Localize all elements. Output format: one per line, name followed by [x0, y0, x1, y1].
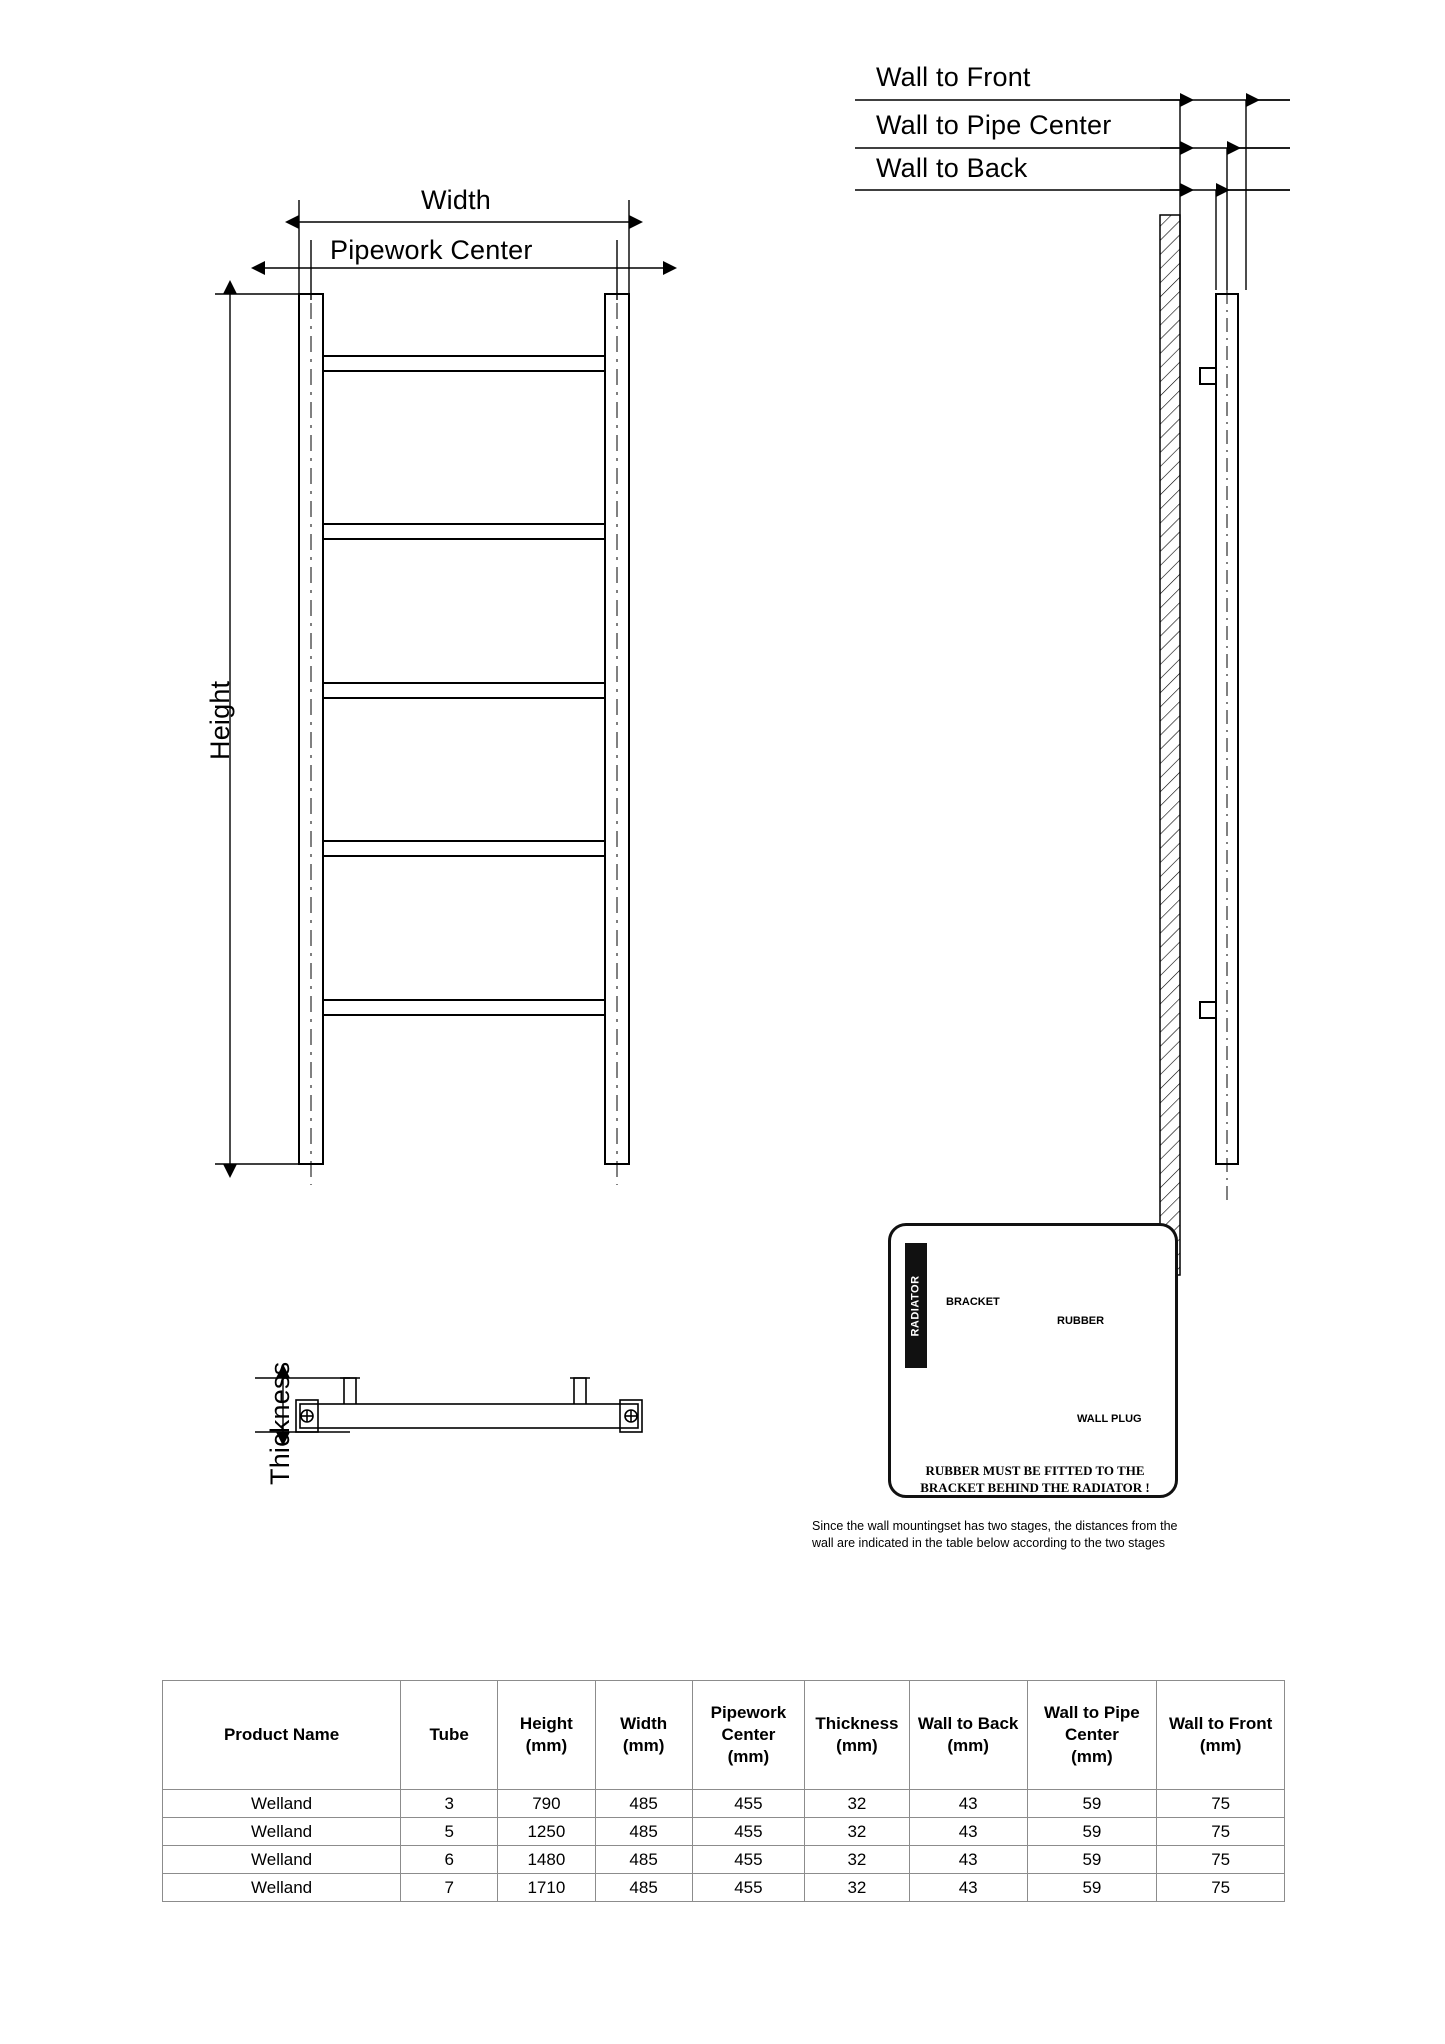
cell-wall-to-front: 75	[1157, 1790, 1285, 1818]
cell-width: 485	[595, 1790, 692, 1818]
cell-width: 485	[595, 1818, 692, 1846]
cell-tube: 6	[401, 1846, 498, 1874]
width-label: Width	[421, 185, 492, 215]
header-width-sub: (mm)	[622, 1736, 665, 1755]
header-product-name-main: Product Name	[223, 1725, 340, 1745]
cell-wall-to-pipe-center: 59	[1027, 1818, 1157, 1846]
table-row	[163, 1818, 1285, 1846]
table-header-row	[163, 1681, 1285, 1790]
cell-wall-to-back: 43	[909, 1790, 1027, 1818]
cell-height: 1250	[498, 1818, 595, 1846]
cell-wall-to-front: 75	[1157, 1846, 1285, 1874]
table-row	[163, 1790, 1285, 1818]
cell-wall-to-pipe-center: 59	[1027, 1846, 1157, 1874]
mounting-caption	[812, 1518, 1212, 1552]
header-wall-to-pipe-center-sub: (mm)	[1071, 1746, 1113, 1766]
cell-thickness: 32	[805, 1874, 910, 1902]
table-header	[163, 1681, 1285, 1790]
specification-table-wrapper	[162, 1680, 1285, 1902]
header-wall-to-back-main: Wall to Back	[917, 1714, 1019, 1734]
header-tube-main: Tube	[429, 1725, 469, 1745]
header-thickness	[805, 1681, 910, 1790]
front-view-ladder	[299, 270, 629, 1185]
cell-wall-to-front: 75	[1157, 1818, 1285, 1846]
header-tube	[401, 1681, 498, 1790]
cell-width: 485	[595, 1874, 692, 1902]
wall-to-front-label: Wall to Front	[876, 62, 1031, 92]
header-wall-to-back-sub: (mm)	[947, 1736, 989, 1755]
cell-wall-to-pipe-center: 59	[1027, 1790, 1157, 1818]
rubber-label: RUBBER	[1057, 1315, 1105, 1327]
header-wall-to-pipe-center	[1027, 1681, 1157, 1790]
bracket-note-box	[888, 1223, 1178, 1498]
header-wall-to-front-main: Wall to Front	[1169, 1714, 1273, 1734]
header-pipework-center-main: Pipework Center	[710, 1703, 787, 1745]
header-thickness-main: Thickness	[815, 1714, 899, 1734]
rubber-warning-line2: BRACKET BEHIND THE RADIATOR !	[920, 1479, 1150, 1495]
cell-thickness: 32	[805, 1790, 910, 1818]
header-width	[595, 1681, 692, 1790]
cell-width: 485	[595, 1846, 692, 1874]
mounting-caption-line1: Since the wall mountingset has two stages, the distances from the	[812, 1519, 1178, 1533]
cell-wall-to-back: 43	[909, 1818, 1027, 1846]
cell-height: 1710	[498, 1874, 595, 1902]
cell-wall-to-pipe-center: 59	[1027, 1874, 1157, 1902]
table-row	[163, 1874, 1285, 1902]
cell-product-name: Welland	[163, 1874, 401, 1902]
cell-tube: 5	[401, 1818, 498, 1846]
wall-to-pipe-center-label: Wall to Pipe Center	[876, 110, 1112, 140]
rubber-warning-line1: RUBBER MUST BE FITTED TO THE	[925, 1463, 1145, 1478]
cell-thickness: 32	[805, 1818, 910, 1846]
cell-wall-to-front: 75	[1157, 1874, 1285, 1902]
header-wall-to-back	[909, 1681, 1027, 1790]
header-pipework-center	[692, 1681, 804, 1790]
cell-pipework-center: 455	[692, 1846, 804, 1874]
cell-thickness: 32	[805, 1846, 910, 1874]
top-view	[296, 1378, 642, 1432]
cell-pipework-center: 455	[692, 1818, 804, 1846]
thickness-label: Thickness	[265, 1361, 295, 1485]
cell-tube: 3	[401, 1790, 498, 1818]
cell-product-name: Welland	[163, 1846, 401, 1874]
cell-wall-to-back: 43	[909, 1846, 1027, 1874]
header-wall-to-pipe-center-main: Wall to Pipe Center	[1044, 1703, 1140, 1745]
cell-pipework-center: 455	[692, 1790, 804, 1818]
cell-height: 1480	[498, 1846, 595, 1874]
header-height	[498, 1681, 595, 1790]
table-row	[163, 1846, 1285, 1874]
header-product-name	[163, 1681, 401, 1790]
height-label: Height	[205, 680, 235, 760]
cell-product-name: Welland	[163, 1818, 401, 1846]
cell-height: 790	[498, 1790, 595, 1818]
radiator-label: RADIATOR	[910, 1274, 923, 1337]
header-wall-to-front-sub: (mm)	[1199, 1736, 1242, 1755]
specification-table	[162, 1680, 1285, 1902]
header-height-sub: (mm)	[525, 1736, 568, 1755]
wall-to-back-label: Wall to Back	[876, 153, 1028, 183]
cell-wall-to-back: 43	[909, 1874, 1027, 1902]
pipework-center-label: Pipework Center	[330, 235, 533, 265]
side-view	[1160, 150, 1238, 1275]
header-height-main: Height	[519, 1714, 573, 1734]
table-body	[163, 1790, 1285, 1902]
rubber-warning-text	[900, 1463, 1170, 1497]
cell-tube: 7	[401, 1874, 498, 1902]
cell-product-name: Welland	[163, 1790, 401, 1818]
wall-plug-label: WALL PLUG	[1077, 1413, 1142, 1425]
header-width-main: Width	[620, 1714, 668, 1734]
bracket-label: BRACKET	[946, 1296, 1000, 1308]
header-pipework-center-sub: (mm)	[727, 1746, 770, 1766]
header-wall-to-front	[1157, 1681, 1285, 1790]
cell-pipework-center: 455	[692, 1874, 804, 1902]
mounting-caption-line2: wall are indicated in the table below according to the two stages	[812, 1535, 1165, 1550]
header-thickness-sub: (mm)	[836, 1736, 878, 1755]
